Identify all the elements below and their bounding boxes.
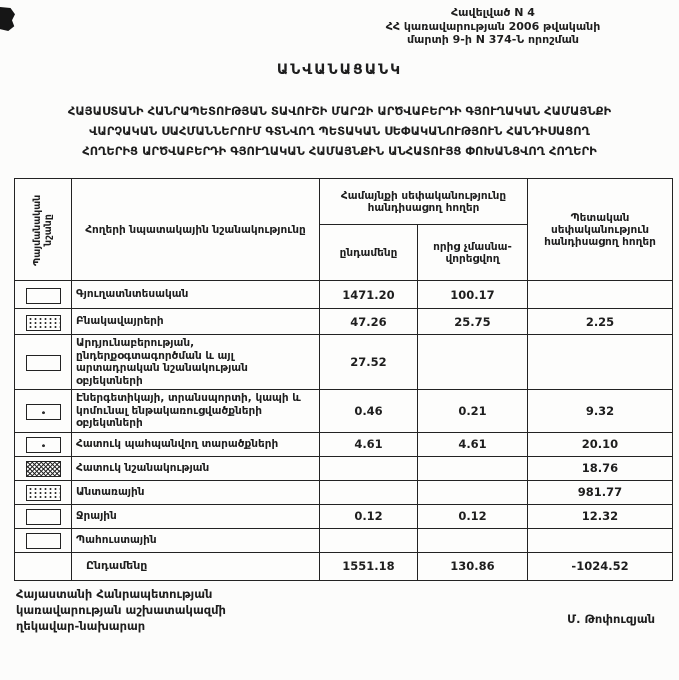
legend-cell <box>15 432 72 456</box>
legend-cell <box>15 456 72 480</box>
state-land-cell: 18.76 <box>528 456 673 480</box>
legend-plain-icon <box>26 533 61 549</box>
appendix-header <box>323 6 663 47</box>
legend-cell <box>15 528 72 552</box>
state-lands-column-header: Պետական սեփականություն հանդիսացող հողեր <box>528 179 673 281</box>
non-privatizable-cell: 0.21 <box>418 390 528 433</box>
state-land-cell <box>528 281 673 309</box>
total-label-cell: Ընդամենը <box>72 552 320 580</box>
land-category-cell: Հատուկ նշանակության <box>72 456 320 480</box>
legend-hatch-icon <box>26 461 61 477</box>
legend-cell <box>15 335 72 390</box>
non-privatizable-cell <box>418 528 528 552</box>
document-title: ԱՆՎԱՆԱՑԱՆԿ <box>276 62 403 78</box>
total-area-cell: 27.52 <box>320 335 418 390</box>
state-land-cell <box>528 528 673 552</box>
state-land-cell: -1024.52 <box>528 552 673 580</box>
signatory-line: կառավարության աշխատակազմի <box>16 603 226 617</box>
legend-plain-icon <box>26 355 61 371</box>
legend-cell <box>15 504 72 528</box>
total-area-cell: 4.61 <box>320 432 418 456</box>
total-area-cell <box>320 528 418 552</box>
category-column-header: Հողերի նպատակային նշանակությունը <box>72 179 320 281</box>
subtitle-line: ՀԱՅԱՍՏԱՆԻ ՀԱՆՐԱՊԵՏՈՒԹՅԱՆ ՏԱՎՈՒՇԻ ՄԱՐԶԻ ԱՐԾՎԱԲԵՐԴԻ ԳՅՈՒՂԱԿԱՆ ՀԱՄԱՅՆՔԻ <box>67 104 612 118</box>
land-category-cell: Հատուկ պահպանվող տարածքների <box>72 432 320 456</box>
legend-cell <box>15 390 72 433</box>
total-area-cell: 47.26 <box>320 309 418 335</box>
appendix-line: ՀՀ կառավարության 2006 թվականի <box>385 19 601 33</box>
symbol-column-header-text: Պայմանական նշանը <box>32 193 54 266</box>
non-privatizable-cell: 130.86 <box>418 552 528 580</box>
subtitle-line: ՎԱՐՉԱԿԱՆ ՍԱՀՄԱՆՆԵՐՈՒՄ ԳՏՆՎՈՂ ՊԵՏԱԿԱՆ ՍԵՓԱԿԱՆՈՒԹՅՈՒՆ ՀԱՆԴԻՍԱՑՈՂ <box>89 124 590 138</box>
legend-dots-icon <box>26 315 61 331</box>
non-privatizable-cell: 25.75 <box>418 309 528 335</box>
non-privatizable-cell <box>418 456 528 480</box>
legend-dots-icon <box>26 485 61 501</box>
table-row <box>15 432 673 456</box>
legend-cell <box>15 309 72 335</box>
signature-name: Մ. Թոփուզյան <box>567 612 655 626</box>
total-subheader: ընդամենը <box>320 225 418 281</box>
land-category-cell: Անտառային <box>72 480 320 504</box>
total-area-cell: 1471.20 <box>320 281 418 309</box>
state-land-cell: 20.10 <box>528 432 673 456</box>
state-land-cell: 12.32 <box>528 504 673 528</box>
legend-plain-icon <box>26 509 61 525</box>
land-category-cell: Բնակավայրերի <box>72 309 320 335</box>
appendix-line: Հավելված N 4 <box>451 6 535 19</box>
total-area-cell <box>320 456 418 480</box>
table-row <box>15 456 673 480</box>
table-row <box>15 335 673 390</box>
table-body <box>15 281 673 581</box>
non-privatizable-cell: 100.17 <box>418 281 528 309</box>
land-category-cell: Պահուստային <box>72 528 320 552</box>
non-privatizable-subheader: որից չմասնա-վորեցվող <box>418 225 528 281</box>
table-row <box>15 504 673 528</box>
symbol-column-header <box>15 179 72 281</box>
non-privatizable-cell: 4.61 <box>418 432 528 456</box>
table-row <box>15 309 673 335</box>
table-row <box>15 390 673 433</box>
state-land-cell: 2.25 <box>528 309 673 335</box>
legend-cell-empty <box>15 552 72 580</box>
legend-cell <box>15 480 72 504</box>
non-privatizable-cell <box>418 480 528 504</box>
non-privatizable-cell: 0.12 <box>418 504 528 528</box>
total-area-cell: 0.46 <box>320 390 418 433</box>
land-category-cell: Գյուղատնտեսական <box>72 281 320 309</box>
appendix-line: մարտի 9-ի N 374-Ն որոշման <box>406 33 580 46</box>
land-category-cell: Էներգետիկայի, տրանսպորտի, կապի և կոմունալ ենթակառուցվածքների օբյեկտների <box>72 390 320 433</box>
legend-dot-icon <box>26 404 61 420</box>
table-row <box>15 281 673 309</box>
legend-dot-icon <box>26 437 61 453</box>
total-area-cell <box>320 480 418 504</box>
legend-cell <box>15 281 72 309</box>
legend-plain-icon <box>26 288 61 304</box>
signatory-line: ղեկավար-նախարար <box>16 619 146 633</box>
non-privatizable-cell <box>418 335 528 390</box>
land-category-cell: Ջրային <box>72 504 320 528</box>
signatory-line: Հայաստանի Հանրապետության <box>16 587 213 601</box>
table-row <box>15 480 673 504</box>
state-land-cell: 9.32 <box>528 390 673 433</box>
state-land-cell: 981.77 <box>528 480 673 504</box>
community-lands-group-header: Համայնքի սեփականությունը հանդիսացող հողեր <box>320 179 528 225</box>
document-subtitle <box>6 101 673 161</box>
table-row <box>15 528 673 552</box>
land-table <box>14 178 673 581</box>
land-category-cell: Արդյունաբերության, ընդերքօգտագործման և այլ արտադրական նշանակության օբյեկտների <box>72 335 320 390</box>
subtitle-line: ՀՈՂԵՐԻՑ ԱՐԾՎԱԲԵՐԴԻ ԳՅՈՒՂԱԿԱՆ ՀԱՄԱՅՆՔԻՆ ԱՆՀԱՏՈՒՅՑ ՓՈԽԱՆՑՎՈՂ ՀՈՂԵՐԻ <box>82 144 597 158</box>
signatory-block <box>16 586 226 634</box>
scan-smudge <box>0 7 15 31</box>
total-area-cell: 1551.18 <box>320 552 418 580</box>
state-land-cell <box>528 335 673 390</box>
total-row <box>15 552 673 580</box>
total-area-cell: 0.12 <box>320 504 418 528</box>
